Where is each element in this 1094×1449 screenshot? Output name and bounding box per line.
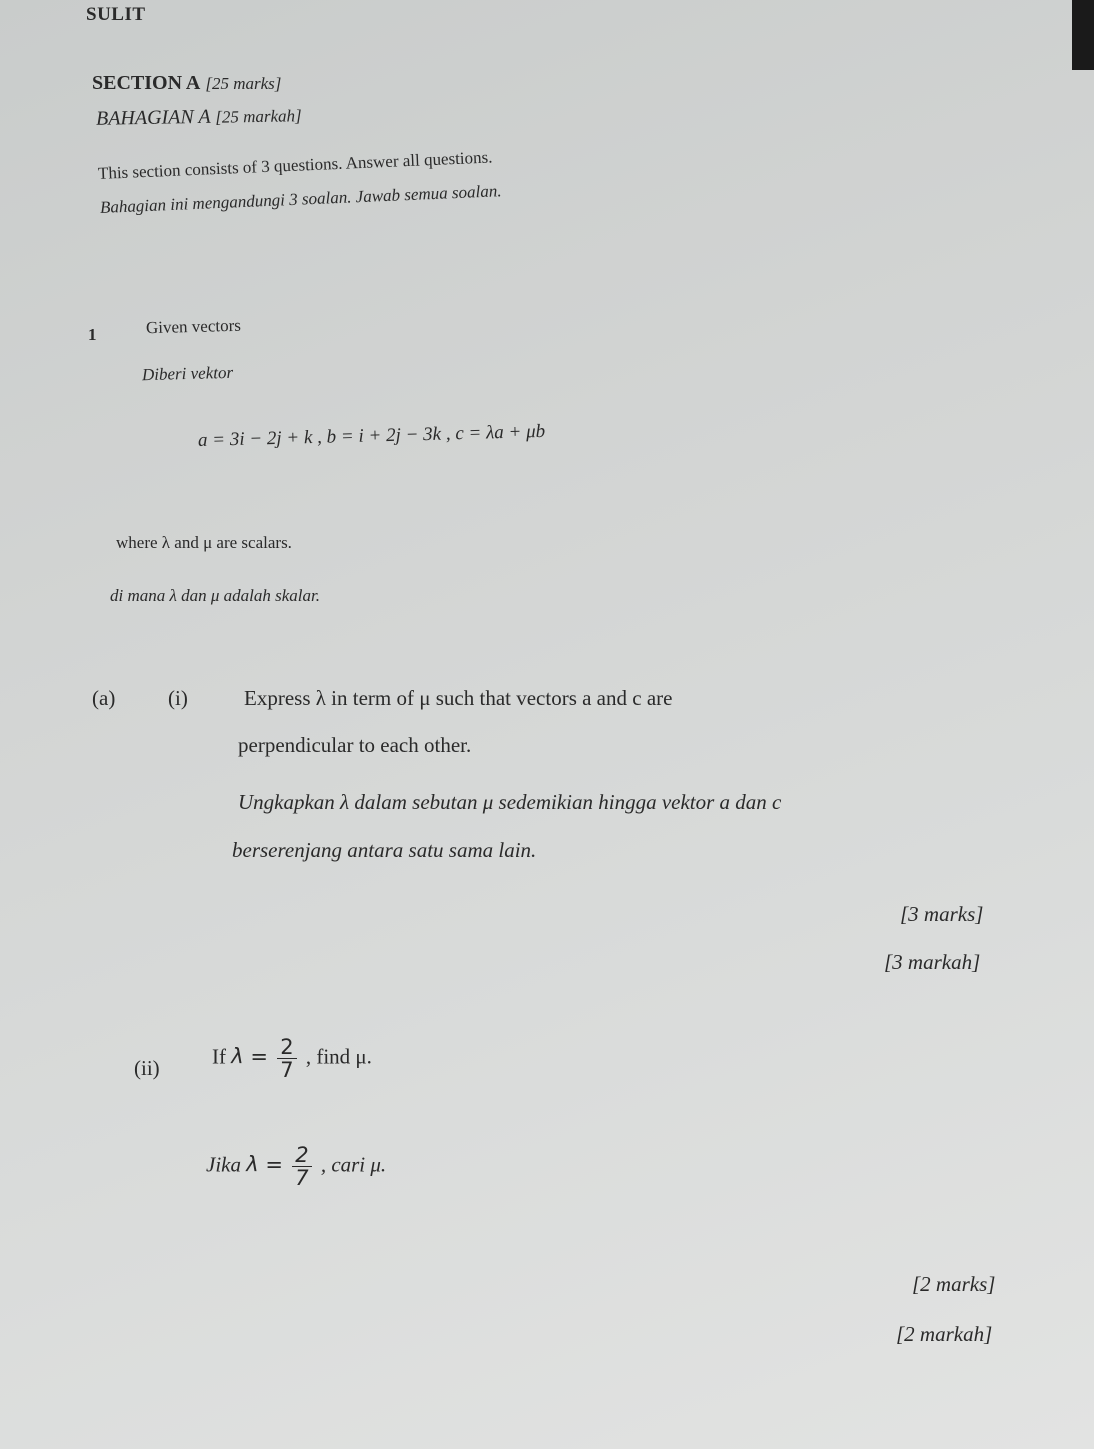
fraction-num-ms: 2	[292, 1144, 311, 1167]
question-number: 1	[88, 325, 97, 344]
part-a-ii-line-en	[212, 1036, 372, 1081]
part-a-i-text-en-2: perpendicular to each other.	[238, 733, 472, 757]
part-a-i-label: (i)	[168, 686, 188, 710]
part-a-ii-marks-ms: [2 markah]	[896, 1322, 993, 1346]
fraction-ms	[292, 1144, 311, 1189]
find-en: , find μ.	[305, 1044, 372, 1069]
fraction-den-en: 7	[280, 1058, 294, 1083]
section-title-ms	[96, 104, 302, 131]
section-marks-en: [25 marks]	[205, 74, 282, 93]
instruction-en: This section consists of 3 questions. Answer all questions.	[97, 147, 493, 183]
fraction-en	[277, 1036, 296, 1081]
part-a-i-marks-ms: [3 markah]	[884, 950, 981, 974]
fraction-den-ms: 7	[295, 1166, 309, 1191]
where-ms: di mana λ dan μ adalah skalar.	[110, 586, 320, 605]
part-a-ii-label: (ii)	[134, 1056, 160, 1080]
if-ms: Jika	[206, 1152, 241, 1177]
section-label-en: SECTION A	[92, 72, 201, 94]
question-intro-ms: Diberi vektor	[141, 362, 234, 385]
if-en: If	[212, 1044, 226, 1069]
part-a-i-marks-en: [3 marks]	[900, 902, 984, 926]
section-marks-ms: [25 markah]	[215, 106, 302, 127]
part-a-i-text-ms-1: Ungkapkan λ dalam sebutan μ sedemikian hingga vektor a dan c	[238, 790, 782, 814]
part-a-i-text-en-1: Express λ in term of μ such that vectors a and c are	[244, 686, 673, 710]
find-ms: , cari μ.	[320, 1152, 387, 1177]
part-a-ii-marks-en: [2 marks]	[912, 1272, 996, 1296]
lambda-equals-en: λ =	[231, 1044, 268, 1069]
part-a-i-text-ms-2: berserenjang antara satu sama lain.	[232, 838, 537, 862]
fraction-num-en: 2	[277, 1036, 296, 1059]
vector-equation: a = 3i − 2j + k , b = i + 2j − 3k , c = λa + μb	[197, 420, 546, 451]
lambda-equals-ms: λ =	[246, 1152, 283, 1177]
header-sulit: SULIT	[86, 4, 146, 25]
part-a-ii-line-ms	[206, 1144, 386, 1189]
section-title-en	[92, 72, 281, 95]
question-intro-en: Given vectors	[145, 315, 242, 338]
instruction-ms: Bahagian ini mengandungi 3 soalan. Jawab semua soalan.	[99, 181, 502, 217]
where-en: where λ and μ are scalars.	[116, 533, 292, 552]
section-label-ms: BAHAGIAN A	[95, 105, 211, 130]
page-edge-shadow	[1072, 0, 1094, 70]
part-a-label: (a)	[92, 686, 116, 710]
